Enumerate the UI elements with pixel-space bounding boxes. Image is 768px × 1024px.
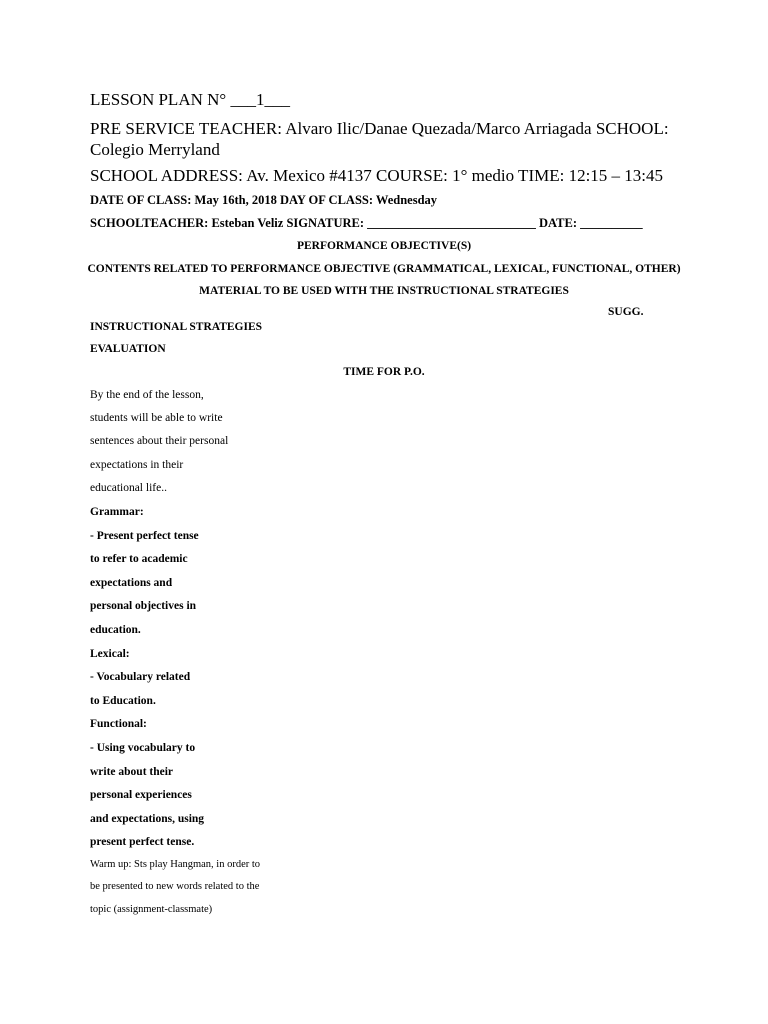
contents-line: personal objectives in bbox=[90, 600, 197, 612]
contents-line: - Vocabulary related bbox=[90, 671, 191, 683]
contents-line: expectations and bbox=[90, 577, 173, 589]
warmup-line: Warm up: Sts play Hangman, in order to bbox=[90, 859, 261, 870]
warmup-line: be presented to new words related to the bbox=[90, 881, 260, 892]
performance-objective-heading: PERFORMANCE OBJECTIVE(S) bbox=[296, 240, 472, 252]
contents-line: - Present perfect tense bbox=[90, 530, 199, 542]
contents-line: Lexical: bbox=[90, 648, 130, 660]
contents-line: present perfect tense. bbox=[90, 836, 195, 848]
time-for-po-heading: TIME FOR P.O. bbox=[343, 366, 425, 378]
teacher-line-1: PRE SERVICE TEACHER: Alvaro Ilic/Danae Quezada/Marco Arriagada SCHOOL: bbox=[90, 119, 669, 138]
warmup-line: topic (assignment-classmate) bbox=[90, 904, 213, 915]
contents-line: Functional: bbox=[90, 718, 147, 730]
objective-line: sentences about their personal bbox=[90, 435, 229, 447]
lesson-plan-title: LESSON PLAN N° ___1___ bbox=[90, 90, 290, 109]
contents-line: to refer to academic bbox=[90, 553, 188, 565]
objective-line: expectations in their bbox=[90, 459, 184, 471]
sugg-heading: SUGG. bbox=[608, 306, 644, 318]
contents-line: personal experiences bbox=[90, 789, 192, 801]
objective-line: By the end of the lesson, bbox=[90, 389, 204, 401]
schoolteacher-line: SCHOOLTEACHER: Esteban Veliz SIGNATURE: ___________________________ DATE: __________ bbox=[90, 216, 643, 230]
material-heading: MATERIAL TO BE USED WITH THE INSTRUCTIONAL STRATEGIES bbox=[199, 285, 569, 297]
objective-line: educational life.. bbox=[90, 482, 167, 494]
contents-line: Grammar: bbox=[90, 506, 144, 518]
school-address-line: SCHOOL ADDRESS: Av. Mexico #4137 COURSE: 1° medio TIME: 12:15 – 13:45 bbox=[90, 166, 664, 185]
instructional-strategies-heading: INSTRUCTIONAL STRATEGIES bbox=[90, 321, 263, 333]
contents-line: education. bbox=[90, 624, 141, 636]
date-of-class-line: DATE OF CLASS: May 16th, 2018 DAY OF CLASS: Wednesday bbox=[90, 193, 438, 207]
contents-line: - Using vocabulary to bbox=[90, 742, 196, 754]
evaluation-heading: EVALUATION bbox=[90, 343, 166, 355]
teacher-line-2: Colegio Merryland bbox=[90, 140, 220, 159]
contents-heading: CONTENTS RELATED TO PERFORMANCE OBJECTIVE (GRAMMATICAL, LEXICAL, FUNCTIONAL, OTHER) bbox=[87, 263, 681, 275]
contents-line: to Education. bbox=[90, 695, 156, 707]
contents-line: write about their bbox=[90, 766, 174, 778]
objective-line: students will be able to write bbox=[90, 412, 223, 424]
contents-line: and expectations, using bbox=[90, 813, 205, 825]
